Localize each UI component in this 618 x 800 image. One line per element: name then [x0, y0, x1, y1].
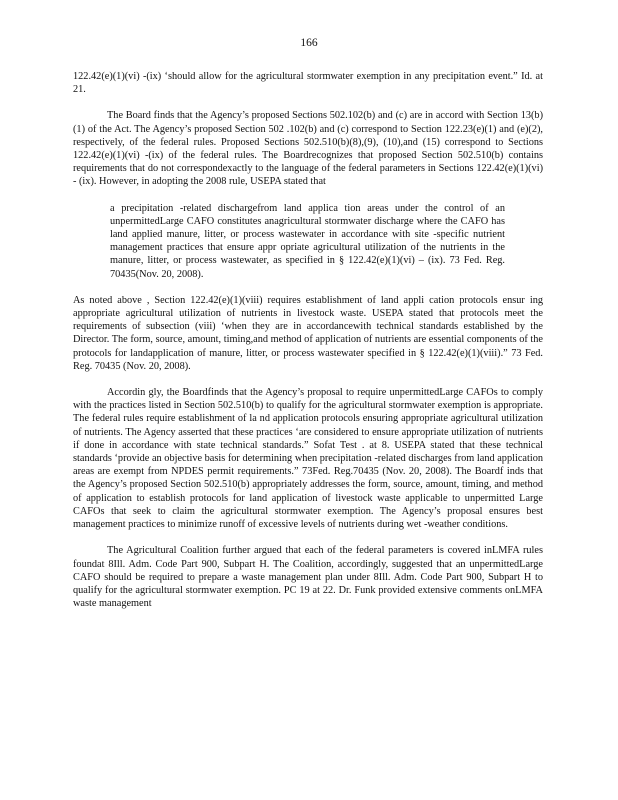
paragraph-1: 122.42(e)(1)(vi) -(ix) ‘should allow for the agricultural stormwater exemption in any precipitation event.” Id. at 21. [73, 71, 543, 96]
block-quote: a precipitation -related dischargefrom land applica tion areas under the control of an unpermittedLarge CAFO constitutes anagricultural stormwater discharge where the CAFO has land applied manure, litter, or process wastewater in accordance with site -specific nutrient management practices that ensure appr opriate agricultural utilization of the nutrients in the manure, litter, or process wastewater, as specified in § 122.42(e)(1)(vi) – (ix). 73 Fed. Reg. 70435(Nov. 20, 2008). [110, 202, 505, 280]
paragraph-2: The Board finds that the Agency’s proposed Sections 502.102(b) and (c) are in accord with Section 13(b)(1) of the Act. The Agency’s proposed Section 502 .102(b) and (c) correspond to Section 122.23(e)(1) and (e)(2), respectively, of the federal rules. Proposed Sections 502.510(b)(8),(9), (10),and (15) correspond to Sections 122.42(e)(1)(vi) -(ix) of the federal rules. The Boardrecognizes that proposed Section 502.510(b) contains requirements that do not correspondexactly to the language of the federal parameters in Sections 122.42(e)(1)(vi) - (ix). However, in adopting the 2008 rule, USEPA stated that [73, 110, 543, 188]
paragraph-4: Accordin gly, the Boardfinds that the Agency’s proposal to require unpermittedLarge CAFOs to comply with the practices listed in Section 502.510(b) to qualify for the agricultural stormwater exemption is appropriate. The federal rules require establishment of la nd application protocols ensuring appropriate agricultural utilization of nutrients. The Agency asserted that these practices ‘are considered to ensure appropriate utilization of nutrients if done in accordance with state technical standards.” Sofat Test . at 8. USEPA stated that these technical standards ‘provide an objective basis for determining when precipitation -related discharges from land application areas are exempt from NPDES permit requirements.” 73Fed. Reg.70435 (Nov. 20, 2008). The Boardf inds that the Agency’s proposed Section 502.510(b) appropriately addresses the form, source, amount, timing, and method of application to establish protocols for land application of livestock waste applicable to unpermitted Large CAFOs that seek to claim the agricultural stormwater exemption. The Agency’s proposal ensures best management practices to minimize runoff of excessive levels of nutrients during wet -weather conditions. [73, 387, 543, 531]
paragraph-3: As noted above , Section 122.42(e)(1)(viii) requires establishment of land appli cation protocols ensur ing appropriate agricultural utilization of nutrients in livestock waste. USEPA stated that protocols meet the requirements of subsection (viii) ‘when they are in accordancewith technical standards established by the Director. The form, source, amount, timing,and method of application of nutrients are essential components of the protocols for landapplication of manure, litter, or process wastewater specified in § 122.42(e)(1)(viii).” 73 Fed. Reg. 70435 (Nov. 20, 2008). [73, 294, 543, 372]
page-number: 166 [300, 37, 318, 49]
document-body [73, 70, 543, 610]
paragraph-5: The Agricultural Coalition further argued that each of the federal parameters is covered inLMFA rules foundat 8Ill. Adm. Code Part 900, Subpart H. The Coalition, accordingly, suggested that an unpermittedLarge CAFO should be required to prepare a waste management plan under 8Ill. Adm. Code Part 900, Subpart H to qualify for the agricultural stormwater exemption. PC 19 at 22. Dr. Funk provided extensive comments onLMFA waste management [73, 545, 543, 610]
